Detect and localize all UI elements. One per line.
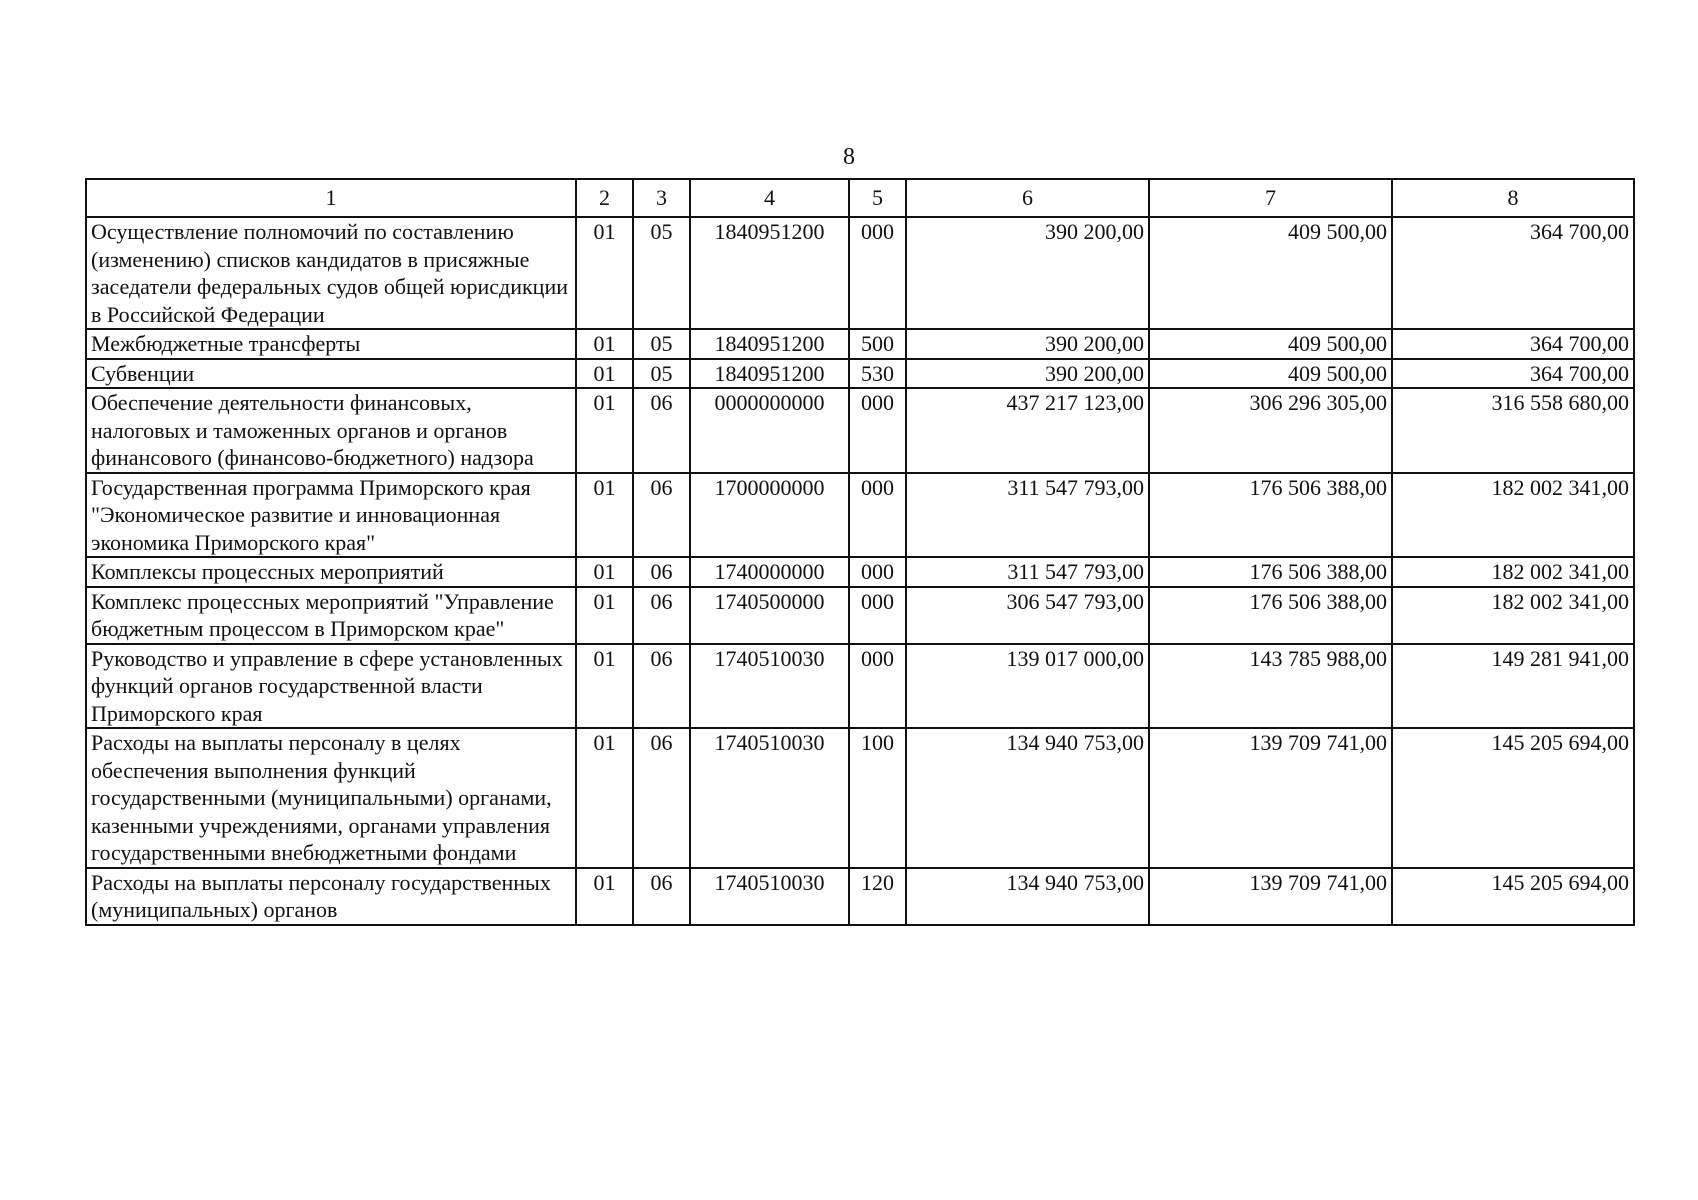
amount-col6-cell: 134 940 753,00 bbox=[906, 868, 1149, 925]
expense-name-cell: Расходы на выплаты персоналу в целях обеспечения выполнения функций государственными (муниципальными) органами, казенными учреждениями, органами управления государственными внебюджетными фондами bbox=[86, 728, 576, 868]
target-article-cell: 1740510030 bbox=[690, 728, 849, 868]
section-code-cell: 01 bbox=[576, 868, 633, 925]
header-cell-8: 8 bbox=[1392, 179, 1634, 217]
expense-name-cell: Комплекс процессных мероприятий "Управление бюджетным процессом в Приморском крае" bbox=[86, 587, 576, 644]
target-article-cell: 1740510030 bbox=[690, 868, 849, 925]
header-cell-3: 3 bbox=[633, 179, 690, 217]
subsection-code-cell: 06 bbox=[633, 728, 690, 868]
section-code-cell: 01 bbox=[576, 388, 633, 473]
section-code-cell: 01 bbox=[576, 728, 633, 868]
table-row bbox=[86, 359, 1634, 389]
amount-col6-cell: 139 017 000,00 bbox=[906, 644, 1149, 729]
table-row bbox=[86, 644, 1634, 729]
amount-col7-cell: 176 506 388,00 bbox=[1149, 587, 1392, 644]
amount-col8-cell: 145 205 694,00 bbox=[1392, 728, 1634, 868]
subsection-code-cell: 05 bbox=[633, 217, 690, 329]
header-cell-2: 2 bbox=[576, 179, 633, 217]
table-row bbox=[86, 868, 1634, 925]
table-row bbox=[86, 473, 1634, 558]
expense-name-cell: Руководство и управление в сфере установленных функций органов государственной власти Приморского края bbox=[86, 644, 576, 729]
expense-type-cell: 500 bbox=[849, 329, 906, 359]
amount-col8-cell: 145 205 694,00 bbox=[1392, 868, 1634, 925]
section-code-cell: 01 bbox=[576, 473, 633, 558]
header-cell-1: 1 bbox=[86, 179, 576, 217]
amount-col7-cell: 139 709 741,00 bbox=[1149, 728, 1392, 868]
expense-type-cell: 000 bbox=[849, 557, 906, 587]
target-article-cell: 1840951200 bbox=[690, 217, 849, 329]
amount-col6-cell: 134 940 753,00 bbox=[906, 728, 1149, 868]
subsection-code-cell: 06 bbox=[633, 644, 690, 729]
section-code-cell: 01 bbox=[576, 217, 633, 329]
expense-type-cell: 000 bbox=[849, 587, 906, 644]
target-article-cell: 1740500000 bbox=[690, 587, 849, 644]
expense-name-cell: Обеспечение деятельности финансовых, налоговых и таможенных органов и органов финансового (финансово-бюджетного) надзора bbox=[86, 388, 576, 473]
amount-col8-cell: 182 002 341,00 bbox=[1392, 587, 1634, 644]
table-row bbox=[86, 728, 1634, 868]
amount-col7-cell: 176 506 388,00 bbox=[1149, 557, 1392, 587]
expense-type-cell: 000 bbox=[849, 473, 906, 558]
amount-col7-cell: 409 500,00 bbox=[1149, 359, 1392, 389]
expense-type-cell: 000 bbox=[849, 388, 906, 473]
expense-name-cell: Расходы на выплаты персоналу государственных (муниципальных) органов bbox=[86, 868, 576, 925]
amount-col6-cell: 311 547 793,00 bbox=[906, 473, 1149, 558]
subsection-code-cell: 06 bbox=[633, 473, 690, 558]
amount-col6-cell: 437 217 123,00 bbox=[906, 388, 1149, 473]
section-code-cell: 01 bbox=[576, 557, 633, 587]
header-row bbox=[86, 179, 1634, 217]
header-cell-6: 6 bbox=[906, 179, 1149, 217]
expense-name-cell: Субвенции bbox=[86, 359, 576, 389]
expense-type-cell: 100 bbox=[849, 728, 906, 868]
section-code-cell: 01 bbox=[576, 329, 633, 359]
target-article-cell: 1700000000 bbox=[690, 473, 849, 558]
subsection-code-cell: 05 bbox=[633, 329, 690, 359]
amount-col8-cell: 182 002 341,00 bbox=[1392, 557, 1634, 587]
amount-col6-cell: 390 200,00 bbox=[906, 329, 1149, 359]
expense-type-cell: 000 bbox=[849, 217, 906, 329]
table-row bbox=[86, 388, 1634, 473]
section-code-cell: 01 bbox=[576, 587, 633, 644]
table-row bbox=[86, 329, 1634, 359]
amount-col6-cell: 311 547 793,00 bbox=[906, 557, 1149, 587]
amount-col8-cell: 316 558 680,00 bbox=[1392, 388, 1634, 473]
target-article-cell: 0000000000 bbox=[690, 388, 849, 473]
table-row bbox=[86, 557, 1634, 587]
amount-col8-cell: 364 700,00 bbox=[1392, 217, 1634, 329]
table-row bbox=[86, 587, 1634, 644]
subsection-code-cell: 06 bbox=[633, 557, 690, 587]
subsection-code-cell: 06 bbox=[633, 868, 690, 925]
expense-type-cell: 000 bbox=[849, 644, 906, 729]
expense-name-cell: Государственная программа Приморского края "Экономическое развитие и инновационная экономика Приморского края" bbox=[86, 473, 576, 558]
subsection-code-cell: 06 bbox=[633, 587, 690, 644]
target-article-cell: 1740000000 bbox=[690, 557, 849, 587]
target-article-cell: 1840951200 bbox=[690, 359, 849, 389]
amount-col8-cell: 182 002 341,00 bbox=[1392, 473, 1634, 558]
header-cell-4: 4 bbox=[690, 179, 849, 217]
subsection-code-cell: 05 bbox=[633, 359, 690, 389]
target-article-cell: 1840951200 bbox=[690, 329, 849, 359]
table-row bbox=[86, 217, 1634, 329]
page-number: 8 bbox=[843, 144, 855, 170]
budget-table bbox=[85, 178, 1635, 926]
amount-col6-cell: 390 200,00 bbox=[906, 359, 1149, 389]
header-cell-7: 7 bbox=[1149, 179, 1392, 217]
amount-col7-cell: 409 500,00 bbox=[1149, 217, 1392, 329]
section-code-cell: 01 bbox=[576, 644, 633, 729]
amount-col8-cell: 364 700,00 bbox=[1392, 359, 1634, 389]
amount-col7-cell: 143 785 988,00 bbox=[1149, 644, 1392, 729]
expense-name-cell: Комплексы процессных мероприятий bbox=[86, 557, 576, 587]
amount-col8-cell: 364 700,00 bbox=[1392, 329, 1634, 359]
expense-name-cell: Осуществление полномочий по составлению (изменению) списков кандидатов в присяжные заседатели федеральных судов общей юрисдикции в Российской Федерации bbox=[86, 217, 576, 329]
header-cell-5: 5 bbox=[849, 179, 906, 217]
amount-col8-cell: 149 281 941,00 bbox=[1392, 644, 1634, 729]
amount-col7-cell: 139 709 741,00 bbox=[1149, 868, 1392, 925]
subsection-code-cell: 06 bbox=[633, 388, 690, 473]
target-article-cell: 1740510030 bbox=[690, 644, 849, 729]
amount-col6-cell: 390 200,00 bbox=[906, 217, 1149, 329]
expense-type-cell: 120 bbox=[849, 868, 906, 925]
section-code-cell: 01 bbox=[576, 359, 633, 389]
amount-col7-cell: 176 506 388,00 bbox=[1149, 473, 1392, 558]
expense-type-cell: 530 bbox=[849, 359, 906, 389]
expense-name-cell: Межбюджетные трансферты bbox=[86, 329, 576, 359]
amount-col7-cell: 409 500,00 bbox=[1149, 329, 1392, 359]
amount-col7-cell: 306 296 305,00 bbox=[1149, 388, 1392, 473]
amount-col6-cell: 306 547 793,00 bbox=[906, 587, 1149, 644]
